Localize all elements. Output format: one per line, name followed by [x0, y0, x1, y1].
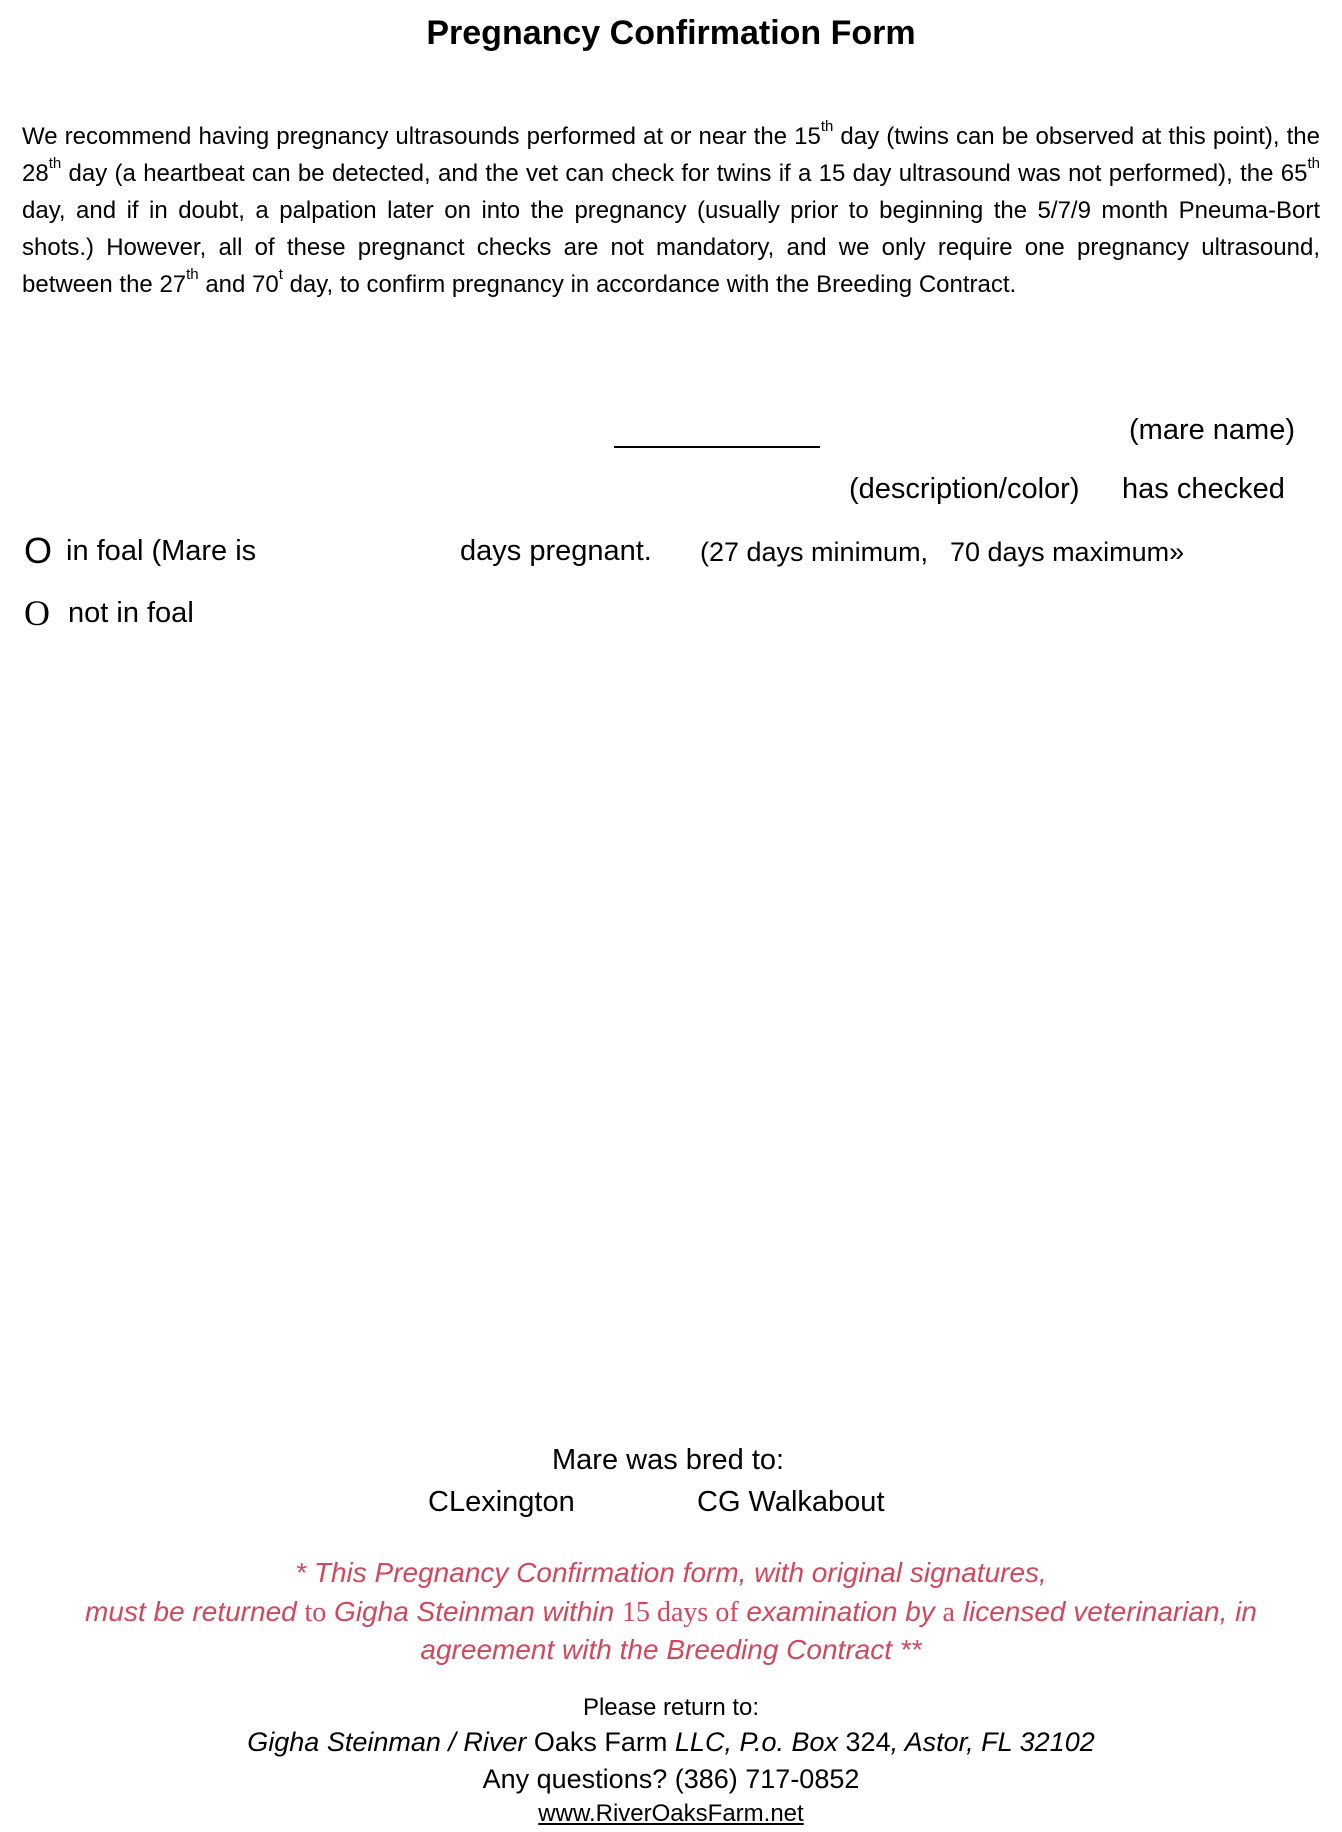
- return-address: [0, 1727, 1342, 1758]
- address-text: LLC, P.o. Box: [667, 1727, 846, 1757]
- mare-name-blank[interactable]: [614, 446, 820, 448]
- intro-text: day, to confirm pregnancy in accordance with the Breeding Contract.: [282, 271, 1017, 298]
- not-in-foal-label: not in foal: [68, 597, 194, 629]
- questions-phone: Any questions? (386) 717-0852: [482, 1764, 860, 1794]
- ordinal-suffix: th: [1307, 155, 1320, 172]
- notice-text: must be returned: [85, 1596, 305, 1627]
- intro-text: and 70: [198, 271, 279, 298]
- in-foal-radio[interactable]: O: [24, 530, 53, 571]
- notice-text: licensed veterinarian, in: [954, 1596, 1257, 1627]
- address-text: Gigha Steinman / River: [247, 1727, 534, 1757]
- in-foal-label: in foal (Mare is: [66, 535, 257, 567]
- notice-text: to: [304, 1597, 327, 1628]
- has-checked-label: has checked: [1122, 473, 1285, 505]
- website-wrap: [0, 1800, 1342, 1828]
- website-link[interactable]: www.RiverOaksFarm.net: [538, 1800, 804, 1827]
- intro-text: day (a heartbeat can be detected, and the vet can check for twins if a 15 day ultrasound was not performed), the 65: [61, 160, 1308, 187]
- stallion-option-2: CG Walkabout: [697, 1486, 885, 1518]
- return-label: Please return to:: [582, 1694, 760, 1721]
- notice-line-3: agreement with the Breeding Contract **: [420, 1634, 922, 1665]
- range-min-note: (27 days minimum,: [700, 537, 929, 567]
- address-text: 324: [845, 1727, 891, 1757]
- address-text: Oaks Farm: [533, 1727, 668, 1757]
- ordinal-suffix: th: [820, 118, 834, 135]
- notice-text: a: [942, 1597, 955, 1628]
- intro-text: We recommend having pregnancy ultrasounds performed at or near the 15: [22, 123, 821, 150]
- not-in-foal-radio[interactable]: O: [24, 593, 50, 633]
- stallion-option-1: CLexington: [428, 1486, 575, 1518]
- notice-text: Gigha Steinman within: [326, 1596, 622, 1627]
- days-pregnant-label: days pregnant.: [460, 535, 652, 567]
- notice-text: examination by: [738, 1596, 943, 1627]
- form-title: Pregnancy Confirmation Form: [426, 14, 916, 52]
- notice-text: 15 days of: [622, 1597, 739, 1628]
- intro-paragraph: [22, 118, 1320, 303]
- description-color-label: (description/color): [849, 473, 1080, 505]
- range-max-note: 70 days maximum»: [950, 537, 1185, 567]
- bred-to-heading: Mare was bred to:: [552, 1444, 785, 1476]
- mare-name-label: (mare name): [1129, 414, 1295, 446]
- intro-text: day (twins can be observed at this point), the 28: [22, 123, 1321, 187]
- notice-line-1: * This Pregnancy Confirmation form, with original signatures,: [295, 1557, 1047, 1588]
- ordinal-suffix: th: [186, 266, 199, 283]
- ordinal-suffix: th: [48, 155, 62, 172]
- address-text: , Astor, FL 32102: [890, 1727, 1095, 1757]
- ordinal-suffix: t: [278, 266, 283, 283]
- notice-line-2: [0, 1596, 1342, 1629]
- intro-text: day, and if in doubt, a palpation later on into the pregnancy (usually prior to beginning the 5/7/9 month Pneuma-Bort shots.) However, all of these pregnanct checks are not mandatory, and we only require one pregnancy ultrasound, between the 27: [22, 197, 1320, 298]
